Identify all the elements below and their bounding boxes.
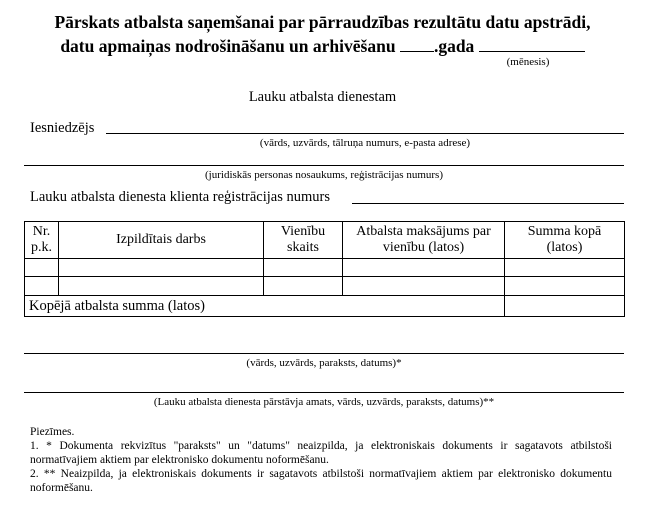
signature1-caption: (vārds, uzvārds, paraksts, datums)* <box>246 357 402 369</box>
client-reg-label: Lauku atbalsta dienesta klienta reģistrācijas numurs <box>30 189 330 205</box>
year-field[interactable] <box>400 36 434 52</box>
notes-heading: Piezīmes. <box>30 426 75 438</box>
year-suffix: .gada <box>433 36 475 56</box>
submitter-contact-caption: (vārds, uzvārds, tālruņa numurs, e-pasta adrese) <box>259 137 471 149</box>
work-table <box>24 221 625 317</box>
recipient-line: Lauku atbalsta dienestam <box>248 89 397 105</box>
month-field[interactable] <box>479 36 585 52</box>
submitter-contact-field[interactable] <box>106 133 624 134</box>
table-cell[interactable] <box>343 277 505 296</box>
table-total-row <box>25 296 625 317</box>
header-units: Vienību skaits <box>264 222 343 259</box>
header-sum: Summa kopā (latos) <box>505 222 625 259</box>
table-row <box>25 259 625 277</box>
table-cell[interactable] <box>59 259 264 277</box>
form-title-line2-text: datu apmaiņas nodrošināšanu un arhivēšanu <box>60 36 396 56</box>
table-cell[interactable] <box>264 259 343 277</box>
signature2-caption: (Lauku atbalsta dienesta pārstāvja amats, vārds, uzvārds, paraksts, datums)** <box>153 396 495 408</box>
table-cell[interactable] <box>25 259 59 277</box>
table-cell[interactable] <box>505 277 625 296</box>
header-work: Izpildītais darbs <box>59 222 264 259</box>
table-cell[interactable] <box>59 277 264 296</box>
submitter-entity-caption: (juridiskās personas nosaukums, reģistrācijas numurs) <box>205 169 443 181</box>
signature2-field[interactable] <box>24 392 624 393</box>
signature1-field[interactable] <box>24 353 624 354</box>
note-1: 1. * Dokumenta rekvizītus "paraksts" un "datums" neaizpilda, ja elektroniskais dokuments ir sagatavots atbilstoši normatīvajiem aktiem par elektronisko dokumentu noformēšanu. <box>30 440 612 466</box>
table-row <box>25 277 625 296</box>
header-nr: Nr. p.k. <box>25 222 59 259</box>
table-cell[interactable] <box>264 277 343 296</box>
submitter-entity-field[interactable] <box>24 165 624 166</box>
note-2: 2. ** Neaizpilda, ja elektroniskais dokuments ir sagatavots atbilstoši normatīvajiem aktiem par elektronisko dokumentu noformēšanu. <box>30 468 612 494</box>
form-title-line1: Pārskats atbalsta saņemšanai par pārraudzības rezultātu datu apstrādi, <box>54 12 591 32</box>
header-payment: Atbalsta maksājums par vienību (latos) <box>343 222 505 259</box>
table-cell[interactable] <box>25 277 59 296</box>
notes-section <box>30 425 612 495</box>
form-title-line2 <box>0 36 645 56</box>
month-caption: (mēnesis) <box>506 56 550 68</box>
table-cell[interactable] <box>343 259 505 277</box>
total-label: Kopējā atbalsta summa (latos) <box>25 296 505 317</box>
table-cell[interactable] <box>505 259 625 277</box>
client-reg-field[interactable] <box>352 203 624 204</box>
total-value-cell[interactable] <box>505 296 625 317</box>
submitter-label: Iesniedzējs <box>30 120 95 136</box>
table-header-row <box>25 222 625 259</box>
